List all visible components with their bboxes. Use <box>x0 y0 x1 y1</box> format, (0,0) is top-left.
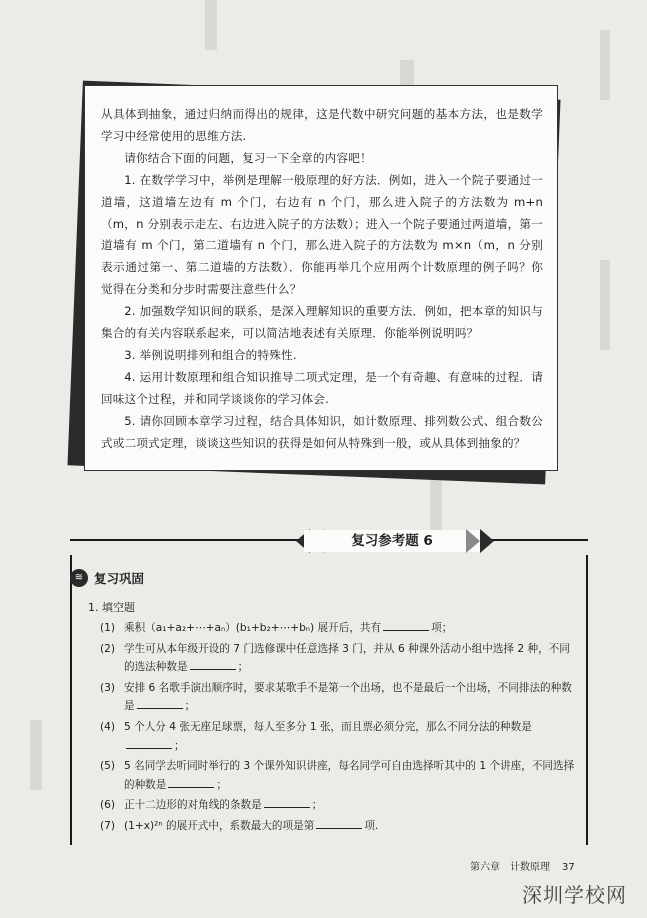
section-title: 复习巩固 <box>94 571 145 586</box>
item-number: (2) <box>100 642 116 655</box>
list-item <box>100 640 580 677</box>
list-item <box>100 757 580 794</box>
section-heading <box>70 568 144 588</box>
answer-blank <box>137 697 183 709</box>
arrow-right-icon <box>480 529 494 553</box>
item-tail: 项； <box>431 622 453 634</box>
arrow-right-icon <box>466 529 480 553</box>
item-text: 乘积（a₁+a₂+⋯+aₙ）(b₁+b₂+⋯+bₙ) 展开后，共有 <box>124 622 382 634</box>
item-number: (1) <box>100 622 116 634</box>
item-number: (4) <box>100 720 116 733</box>
list-item <box>100 619 580 638</box>
note-paragraph: 1. 在数学学习中，举例是理解一般原理的好方法．例如，进入一个院子要通过一道墙，这道墙左边有 m 个门，右边有 n 个门，那么进入院子的方法数为 m+n（m，n 分别表示走左、右边进入院子的方法数）；进入一个院子要通过两道墙，第一道墙有 m 个门，第二道墙有 n 个门，那么进入院子的方法数为 m×n（m，n 分别表示通过第一、第二道墙的方法数）．你能再举几个应用两个计数原理的例子吗？你觉得在分类和分步时需要注意些什么？ <box>101 172 543 297</box>
fill-blank-list <box>100 619 580 838</box>
background-mark <box>600 260 610 350</box>
note-paragraph: 从具体到抽象，通过归纳而得出的规律，这是代数中研究问题的基本方法，也是数学学习中经常使用的思维方法. <box>101 107 543 143</box>
page-footer <box>470 858 575 873</box>
item-text: 5 名同学去听同时举行的 3 个课外知识讲座，每名同学可自由选择听其中的 1 个讲座，不同选择的种数是 <box>124 760 575 791</box>
review-note-box <box>84 85 558 471</box>
answer-blank <box>316 817 362 829</box>
background-mark <box>600 30 610 100</box>
question-title: 1. 填空题 <box>88 601 135 614</box>
site-watermark: 深圳学校网 <box>522 883 627 907</box>
answer-blank <box>383 619 429 631</box>
item-tail: ； <box>237 661 249 674</box>
item-tail: ； <box>174 739 185 752</box>
background-mark <box>205 0 217 50</box>
background-mark <box>30 720 42 790</box>
item-text: (1+x)²ⁿ 的展开式中，系数最大的项是第 <box>124 819 315 832</box>
item-number: (5) <box>100 760 116 773</box>
answer-blank <box>168 776 214 788</box>
banner-title-wrap <box>304 530 480 552</box>
page-number: 37 <box>562 862 575 873</box>
item-text: 正十二边形的对角线的条数是 <box>124 799 262 812</box>
item-text: 安排 6 名歌手演出顺序时，要求某歌手不是第一个出场，也不是最后一个出场，不同排法的种数是 <box>124 681 572 713</box>
section-banner <box>70 525 588 555</box>
chapter-label: 第六章 计数原理 <box>470 862 550 873</box>
layers-icon: ≋ <box>70 569 88 587</box>
item-tail: ； <box>216 778 227 791</box>
item-tail: ； <box>184 700 196 713</box>
answer-blank <box>264 796 310 808</box>
list-item <box>100 718 580 755</box>
item-text: 5 个人分 4 张无座足球票，每人至多分 1 张，而且票必须分完，那么不同分法的种数是 <box>124 720 532 733</box>
banner-title: 复习参考题 6 <box>351 533 433 549</box>
list-item <box>100 817 580 836</box>
answer-blank <box>126 737 172 749</box>
note-paragraph: 3. 举例说明排列和组合的特殊性. <box>124 347 297 362</box>
item-tail: 项. <box>364 819 379 832</box>
item-number: (3) <box>100 681 116 694</box>
item-number: (7) <box>100 819 116 832</box>
item-text: 学生可从本年级开设的 7 门选修课中任意选择 3 门，并从 6 种课外活动小组中选择 2 种，不同的选法种数是 <box>124 642 570 674</box>
list-item <box>100 796 580 815</box>
note-paragraph: 2. 加强数学知识间的联系，是深入理解知识的重要方法．例如，把本章的知识与集合的有关内容联系起来，可以简洁地表述有关原理．你能举例说明吗？ <box>101 304 543 341</box>
note-paragraph: 4. 运用计数原理和组合知识推导二项式定理，是一个有奇趣、有意味的过程．请回味这个过程，并和同学谈谈你的学习体会. <box>101 369 543 406</box>
item-tail: ； <box>311 799 323 812</box>
item-number: (6) <box>100 799 116 812</box>
note-paragraph: 5. 请你回顾本章学习过程，结合具体知识，如计数原理、排列数公式、组合数公式或二项式定理，谈谈这些知识的获得是如何从特殊到一般，或从具体到抽象的？ <box>101 413 543 450</box>
note-paragraph: 请你结合下面的问题，复习一下全章的内容吧！ <box>124 150 372 165</box>
answer-blank <box>190 658 236 670</box>
list-item <box>100 679 580 716</box>
